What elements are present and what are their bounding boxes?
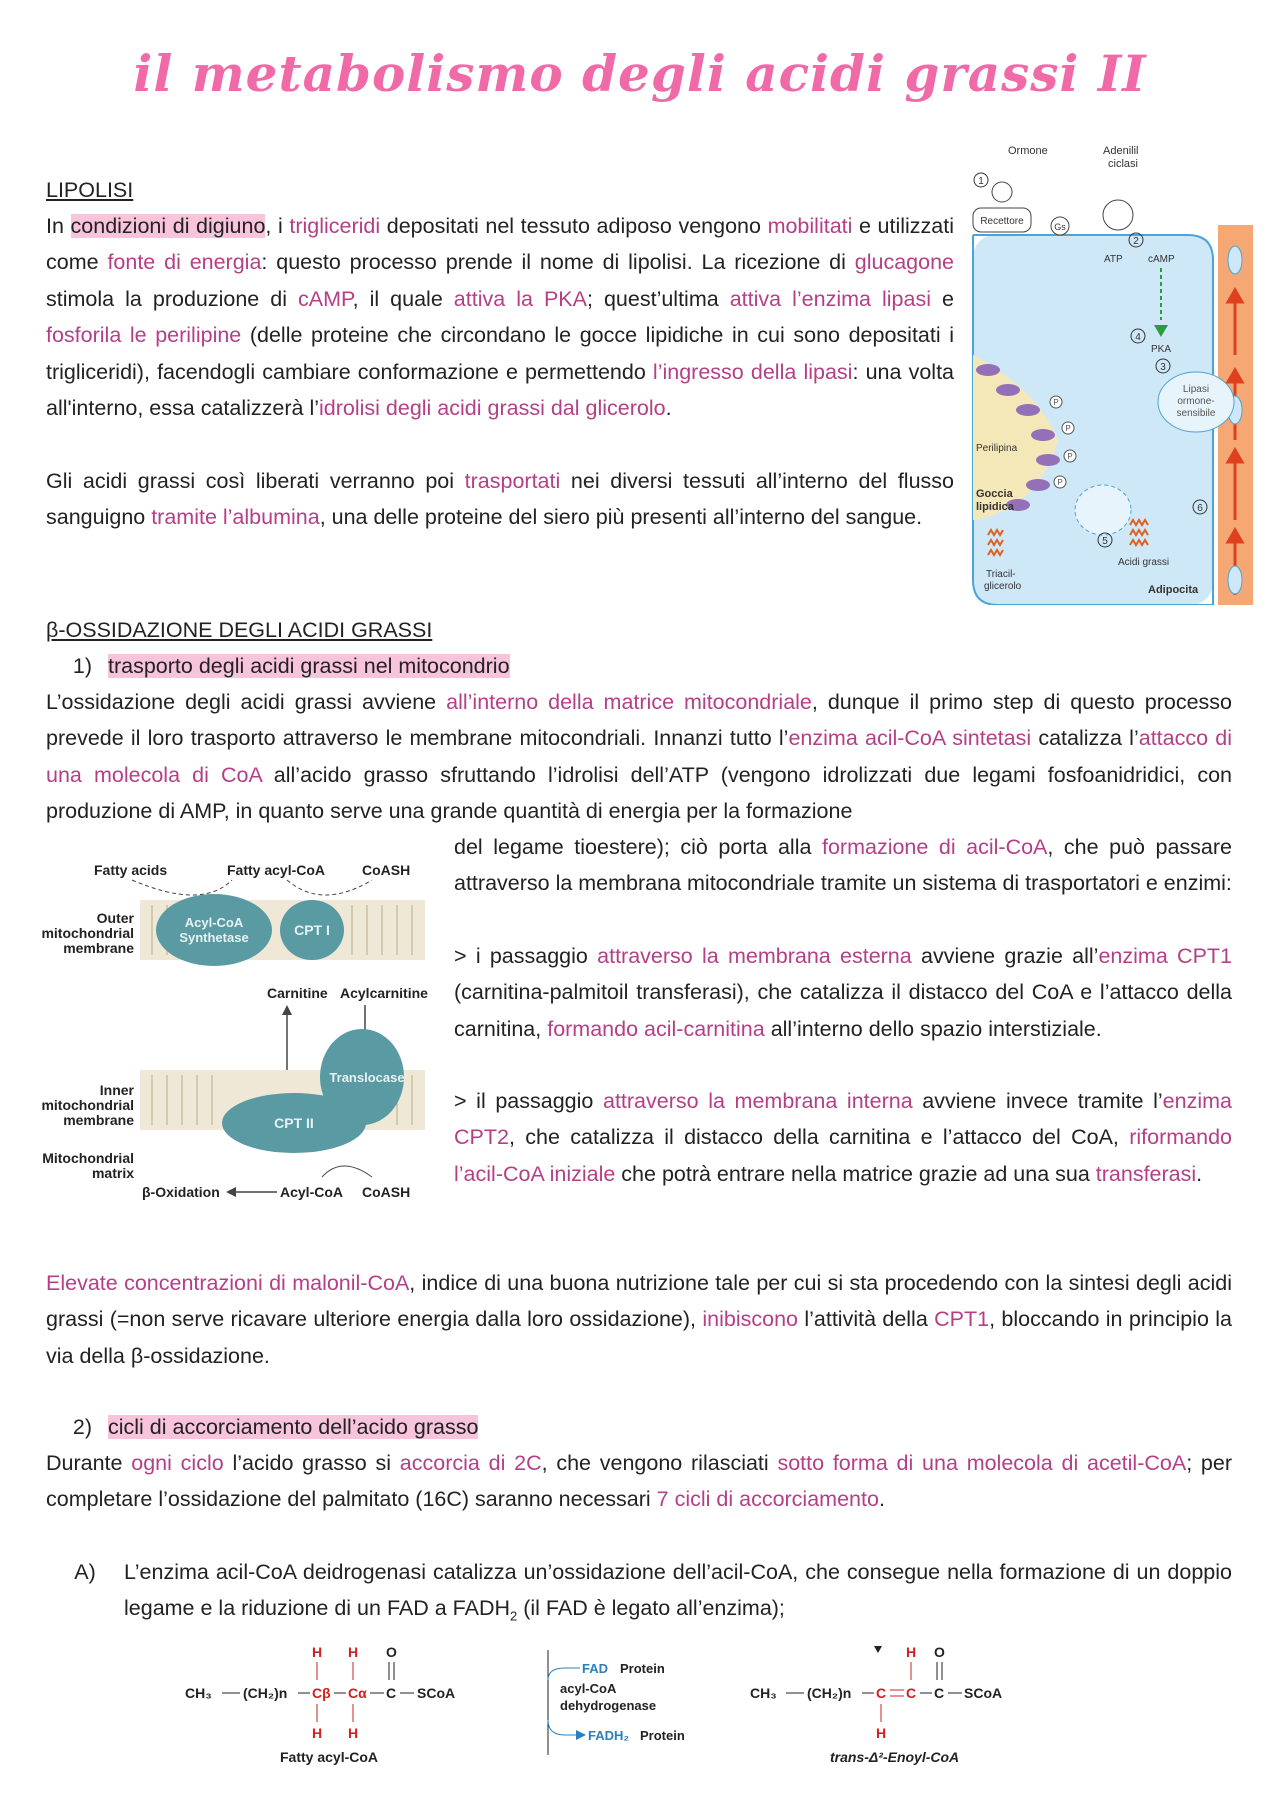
text-run: : questo processo prende il nome di lipolisi. La ricezione di [261,250,855,275]
text-run: all’interno dello spazio interstiziale. [764,1016,1102,1041]
text-run: , bloccando in principio la via della β-ossidazione. [46,1307,1232,1368]
text-run: : una volta all'interno, essa catalizzerà [46,359,954,421]
text-run: . [1196,1161,1203,1186]
product-c1: C [876,1685,887,1701]
highlighted-term: CPT1 [934,1307,990,1332]
label-acyl-coa-enzyme: acyl-CoA [560,1681,617,1696]
phosphate-label: P [1067,452,1073,461]
highlighted-term: attacco di una molecola di CoA [46,726,1233,787]
albumin-shape [1228,566,1242,594]
highlighted-term: inibiscono [702,1307,798,1332]
text-run: che potrà entrare nella matrice grazie ad una sua [615,1161,1096,1186]
reactant-h: H [348,1725,359,1741]
label-sensibile: sensibile [1176,408,1216,419]
highlighted-term: ogni ciclo [131,1451,224,1475]
section-heading-beta-ossidazione: β-OSSIDAZIONE DEGLI ACIDI GRASSI [46,618,433,642]
product-name: trans-Δ²-Enoyl-CoA [830,1749,960,1765]
step-a-end: (il FAD è legato all’enzima); [517,1596,785,1621]
step-a-text [124,1554,1232,1635]
highlighted-term: tramite l’albumina [151,505,320,530]
text-run: , che catalizza il distacco della carnitina e l’attacco del CoA, [508,1125,1130,1150]
label-mitochondrial: Mitochondrial [42,1150,134,1166]
label-lipidica: lipidica [976,501,1014,513]
text-run: In [46,214,71,238]
reactant-h: H [348,1644,359,1660]
label-outer: Outer [96,910,134,926]
text-run: del legame tioestere); ciò porta alla [454,835,822,859]
text-run: L’ossidazione degli acidi grassi avviene [46,690,447,714]
highlighted-term: fonte di energia [107,250,262,275]
label-ciclasi: ciclasi [1108,158,1138,170]
product-scoa: SCoA [964,1685,1003,1701]
label-ormone: Ormone [1008,145,1048,157]
product-c3: C [934,1685,945,1701]
dehydrogenase-reaction-figure [170,1640,1070,1770]
label-pka: PKA [1150,344,1172,355]
label-outer-membrane: membrane [63,940,134,956]
highlighted-term: transferasi [1095,1161,1197,1186]
section-heading-lipolisi: LIPOLISI [46,178,134,202]
product-c2: C [906,1685,917,1701]
label-synthetase: Synthetase [179,930,249,945]
reactant-o: O [386,1644,397,1660]
text-run: , il quale [352,286,454,311]
text-run: avviene invece tramite l’ [912,1089,1163,1113]
text-run: Gli acidi grassi così liberati verranno poi [46,469,465,493]
lipolisi-paragraph-1 [46,208,954,426]
text-run: avviene grazie all’ [911,944,1099,968]
text-run: ; per completare l’ossidazione del palmitato (16C) saranno necessari [46,1451,1233,1512]
text-run: depositati nel tessuto adiposo vengono [380,214,768,238]
step-number: 6 [1197,503,1203,514]
mitochondrial-transport-figure [22,855,432,1205]
product-h-bottom: H [876,1725,887,1741]
text-run: stimola la produzione di [46,286,299,311]
text-run: , che vengono rilasciati [541,1451,778,1475]
reactant-ch3: CH₃ [185,1685,212,1701]
label-coash-top: CoASH [362,862,411,878]
text-run: , dunque il primo step di questo processo prevede il loro trasporto attraverso le membrane mitocondriali. Innanzi tutto l’ [46,690,1232,751]
text-run: l’ [309,396,319,421]
label-glicerolo: glicerolo [984,581,1022,592]
list-item-1-text: trasporto degli acidi grassi nel mitocondrio [108,654,510,678]
label-adipocita: Adipocita [1148,584,1199,596]
highlighted-term: cAMP [298,286,353,311]
highlighted-term: accorcia di 2C [399,1451,542,1475]
text-run: , i [265,214,290,238]
text-run: > i passaggio [454,944,598,968]
fadh2-arrow [548,1720,580,1735]
step-number: 2 [1133,236,1139,247]
phosphate-label: P [1053,398,1059,407]
highlighted-term: 7 cicli di accorciamento [656,1487,879,1512]
marked-phrase: condizioni di digiuno [70,214,266,238]
hormone-icon [992,182,1012,202]
arrowhead [226,1187,236,1197]
label-beta-oxidation: β-Oxidation [142,1184,220,1200]
list-item-2-text: cicli di accorciamento dell’acido grasso [108,1415,479,1439]
text-run: nei diversi tessuti all’interno del flusso sanguigno [46,469,954,530]
label-lipasi: Lipasi [1182,384,1210,395]
reactant-calpha: Cα [348,1685,367,1701]
label-cpt2: CPT II [274,1115,314,1131]
text-run: , una delle proteine del siero più presenti all’interno del sangue. [319,505,923,530]
label-translocase: Translocase [329,1070,405,1085]
label-gs: Gs [1054,222,1066,232]
beta-paragraph-1b [454,829,1232,902]
reactant-scoa: SCoA [417,1685,456,1701]
beta-paragraph-1d [454,1083,1232,1192]
text-run: l’attività della [798,1307,935,1332]
label-matrix: matrix [91,1165,134,1181]
label-ormone-lipasi: ormone- [1177,396,1215,407]
label-atp: ATP [1104,254,1123,265]
arrowhead [282,1005,292,1015]
product-ch3: CH₃ [750,1685,777,1701]
label-triacil: Triacil- [986,569,1016,580]
marker-triangle [874,1646,882,1653]
text-run: ; quest’ultima [586,286,730,311]
step-a-subscript: 2 [510,1608,518,1624]
beta-paragraph-1a [46,684,1232,830]
list-number: 2) [72,1415,92,1439]
label-fadh2: FADH₂ [588,1728,630,1743]
fad-arrow [548,1668,580,1680]
label-acyl-coa-synthetase: Acyl-CoA [184,915,244,930]
adenylyl-cyclase-icon [1103,200,1133,230]
step-a-body: L’enzima acil-CoA deidrogenasi catalizza un’ossidazione dell’acil-CoA, che consegue nella formazione di un doppio legame e la riduzione di un FAD a FADH [124,1560,1232,1621]
step-number: 1 [978,176,984,187]
text-run: Durante [46,1451,132,1475]
label-inner: Inner [99,1082,134,1098]
highlighted-term: riformando l’acil-CoA iniziale [454,1125,1232,1186]
highlighted-term: Elevate concentrazioni di malonil-CoA [46,1271,410,1295]
reactant-cbeta: Cβ [312,1685,331,1701]
product-ch2n: (CH₂)n [807,1685,852,1701]
label-fatty-acyl-coa: Fatty acyl-CoA [227,862,326,878]
highlighted-term: attiva l’enzima lipasi [729,286,931,311]
phosphate-label: P [1057,478,1063,487]
text-run: l’acido grasso si [223,1451,400,1475]
list-item-1 [46,648,510,684]
albumin-shape [1228,246,1242,274]
arrow-cpt1 [287,880,372,895]
reactant-ch2n: (CH₂)n [243,1685,288,1701]
label-coash-bottom: CoASH [362,1184,411,1200]
arrow-synthetase [132,880,232,895]
highlighted-term: formazione di acil-CoA [821,835,1048,859]
reactant-h: H [312,1725,323,1741]
step-number: 3 [1160,362,1166,373]
product-h-top: H [906,1644,917,1660]
list-number: 1) [72,654,92,678]
text-run: (carnitina-palmitoil transferasi), che catalizza il distacco del CoA e l’attacco della carnitina, [454,980,1232,1041]
label-protein-2: Protein [640,1728,685,1743]
label-inner-membrane: membrane [63,1112,134,1128]
highlighted-term: l’ingresso della lipasi [652,359,853,384]
label-protein: Protein [620,1661,665,1676]
arrowhead [576,1730,586,1740]
step-number: 5 [1102,536,1108,547]
label-dehydrogenase: dehydrogenase [560,1698,657,1713]
label-adenilil: Adenilil [1103,145,1139,157]
label-acyl-coa: Acyl-CoA [280,1184,344,1200]
text-run: . [878,1487,885,1512]
label-fad: FAD [582,1661,608,1676]
step-a [46,1554,1232,1635]
highlighted-term: enzima acil-CoA sintetasi [788,726,1032,751]
reactant-c: C [386,1685,397,1701]
text-run: all’acido grasso sfruttando l’idrolisi dell’ATP (vengono idrolizzati due legami fosfoanidridici, con produzione di AMP, in quanto serve una grande quantità di energia per la formazione [46,762,1232,824]
text-run: > il passaggio [454,1089,603,1113]
reactant-h: H [312,1644,323,1660]
text-run: e [931,286,954,311]
label-cpt1: CPT I [294,922,330,938]
phosphate-label: P [1065,424,1071,433]
highlighted-term: attraverso la membrana esterna [597,944,912,968]
label-acidi-grassi: Acidi grassi [1118,557,1170,568]
label-recettore: Recettore [980,216,1024,227]
lipolisi-paragraph-2 [46,463,954,536]
product-o: O [934,1644,945,1660]
beta-paragraph-2 [46,1265,1232,1374]
label-camp: cAMP [1148,254,1175,265]
text-run: , che può passare attraverso la membrana mitocondriale tramite un sistema di trasportatori e enzimi: [454,835,1232,896]
label-acylcarnitine: Acylcarnitine [340,985,428,1001]
adipocyte-lipolysis-figure [968,140,1258,605]
label-goccia: Goccia [976,488,1013,500]
highlighted-term: glucagone [854,250,954,275]
highlighted-term: enzima CPT2 [454,1089,1232,1150]
highlighted-term: trigliceridi [289,214,381,238]
text-run: . [665,396,672,421]
highlighted-term: sotto forma di una molecola di acetil-CoA [777,1451,1187,1475]
highlighted-term: attiva la PKA [453,286,587,311]
page-title: il metabolismo degli acidi grassi II [133,44,1147,103]
highlighted-term: trasportati [464,469,561,493]
label-carnitine: Carnitine [267,985,328,1001]
reactant-name: Fatty acyl-CoA [280,1749,379,1765]
text-run: (delle proteine che circondano le gocce lipidiche in cui sono depositati i trigliceridi), facendogli cambiare conformazione e permettendo [46,323,955,384]
step-a-label: A) [74,1560,96,1584]
highlighted-term: all’interno della matrice mitocondriale [446,690,812,714]
highlighted-term: formando acil-carnitina [547,1016,765,1041]
label-inner-mitochondrial: mitochondrial [41,1097,134,1113]
highlighted-term: attraverso la membrana interna [602,1089,913,1113]
highlighted-term: fosforila le perilipine [46,323,242,348]
label-outer-mitochondrial: mitochondrial [41,925,134,941]
label-perilipina: Perilipina [976,443,1018,454]
beta-paragraph-3 [46,1445,1232,1518]
lipase-inside-shape [1075,485,1131,535]
step-number: 4 [1135,332,1141,343]
text-run: catalizza l’ [1031,726,1139,751]
highlighted-term: enzima CPT1 [1098,944,1232,968]
highlighted-term: mobilitati [767,214,853,238]
text-run: , indice di una buona nutrizione tale per cui si sta procedendo con la sintesi degli acidi grassi (=non serve ricavare ulteriore energia dalla loro ossidazione), [46,1271,1232,1332]
list-item-2 [46,1409,478,1445]
text-run: e utilizzati come [46,214,955,275]
beta-paragraph-1c [454,938,1232,1047]
arrow-cpt2-coash [322,1166,372,1177]
label-fatty-acids: Fatty acids [94,862,168,878]
highlighted-term: idrolisi degli acidi grassi dal glicerolo [319,396,666,421]
